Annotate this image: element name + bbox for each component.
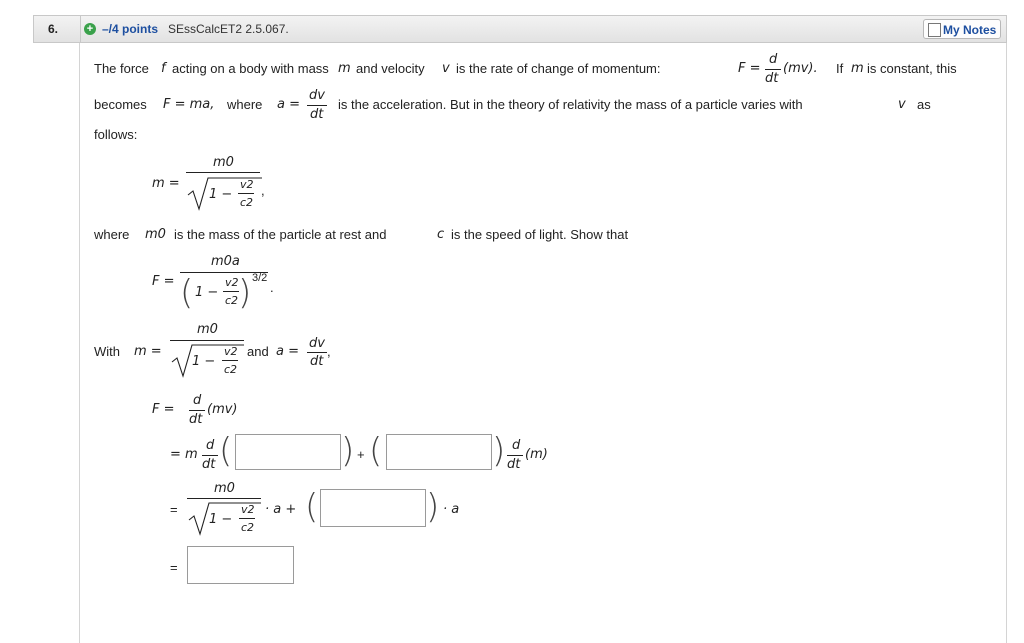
frac-dt-den: dt [202,457,216,472]
text-line1-b: acting on a body with mass [172,61,329,76]
frac-dt-den: dt [310,107,324,122]
frac-bar [187,498,261,499]
frac-dv-num: dv [309,88,325,103]
left-paren: ( [369,431,383,471]
my-notes-button[interactable] [923,19,1001,39]
v2-num: v2 [241,503,255,516]
text-and: and [247,344,269,359]
expr-a-eq: a = [277,97,300,112]
expr-F-ma: F = ma, [163,97,215,112]
frac-d-num: d [206,438,215,453]
var-v-line2: v [898,97,906,112]
right-paren: ) [426,487,440,527]
frac-dt-den: dt [765,71,779,86]
c2-den: c2 [240,196,254,209]
frac-d-num: d [512,438,521,453]
question-number: 6. [48,22,59,36]
frac-bar [507,455,523,456]
question-source: SEssCalcET2 2.5.067. [168,22,289,36]
frac-bar [239,518,255,519]
frac-bar [189,410,205,411]
var-c: c [437,227,445,242]
v2-num: v2 [225,276,239,289]
frac-bar [238,193,254,194]
right-paren: ) [341,431,355,471]
text-line1-f: is constant, this [867,61,957,76]
var-m0: m0 [145,227,166,242]
notes-checkbox-icon [928,23,941,37]
eq-F-label: F = [152,274,175,289]
text-line2-d: as [917,97,931,112]
expr-mv: (mv). [783,61,818,76]
text-line2-c: is the acceleration. But in the theory of relativity the mass of a particle varies with [338,97,803,112]
frac-dt-den: dt [507,457,521,472]
equals-sign: = [170,560,178,575]
text-line4-d: is the speed of light. Show that [451,227,629,242]
period: . [270,280,274,295]
frac-bar [307,352,327,353]
one-minus: 1 − [195,285,219,300]
points-label: –/4 points [102,22,159,36]
eq-m-prefix: = m [170,447,198,462]
frac-dt-den: dt [310,354,324,369]
m0a-numerator: m0a [211,254,240,269]
one-minus: 1 − [192,354,216,369]
text-line4-b: is the mass of the particle at rest and [174,227,387,242]
right-paren: ) [492,431,506,471]
frac-d-num: d [193,393,202,408]
m0-numerator: m0 [214,481,235,496]
eq-m-label: m = [152,176,180,191]
frac-dv-num: dv [309,336,325,351]
dot-a-plus: · a + [265,502,297,517]
eq-F-label: F = [738,61,761,76]
text-line1-a: The force [94,61,149,76]
left-paren: ( [180,273,194,313]
m0-numerator: m0 [197,322,218,337]
text-line1-e: If [836,61,844,76]
answer-input-3[interactable] [320,489,426,527]
v2-num: v2 [224,345,238,358]
one-minus: 1 − [209,512,233,527]
frac-bar [307,105,327,106]
expr-m-paren: (m) [525,447,548,462]
m0-numerator: m0 [213,155,234,170]
text-line4-a: where [94,227,130,242]
question-header [33,15,1007,43]
left-paren: ( [219,431,233,471]
var-f: f [161,61,166,76]
c2-den: c2 [225,294,239,307]
eq-m-label: m = [134,344,162,359]
frac-bar [765,69,781,70]
expand-plus-icon[interactable]: + [84,23,96,35]
c2-den: c2 [241,521,255,534]
my-notes-label: My Notes [943,23,997,37]
text-line1-d: is the rate of change of momentum: [456,61,661,76]
text-with: With [94,344,120,359]
frac-bar [170,340,244,341]
text-line1-c: and velocity [356,61,425,76]
one-minus: 1 − [209,187,233,202]
question-number-cell [34,16,81,42]
comma: , [327,344,331,359]
frac-dt-den: dt [189,412,203,427]
text-line2-a: becomes [94,97,147,112]
frac-bar [222,360,238,361]
right-paren: ) [238,273,252,313]
c2-den: c2 [224,363,238,376]
var-v: v [442,61,450,76]
frac-bar [186,172,260,173]
comma: , [261,183,265,198]
var-m2: m [851,61,864,76]
var-m: m [338,61,351,76]
text-follows: follows: [94,127,138,142]
answer-input-1[interactable] [235,434,341,470]
plus-sign: + [357,447,365,462]
answer-input-2[interactable] [386,434,492,470]
exponent-3-2: 3/2 [252,272,268,284]
text-line2-b: where [227,97,263,112]
left-paren: ( [305,487,319,527]
frac-bar [223,291,239,292]
answer-input-4[interactable] [187,546,294,584]
dot-a: · a [443,502,460,517]
eq-F-label: F = [152,402,175,417]
v2-num: v2 [240,178,254,191]
frac-d-num: d [769,52,778,67]
expr-mv: (mv) [207,402,238,417]
frac-bar [202,455,218,456]
equals-sign: = [170,502,178,517]
eq-a-label: a = [276,344,299,359]
